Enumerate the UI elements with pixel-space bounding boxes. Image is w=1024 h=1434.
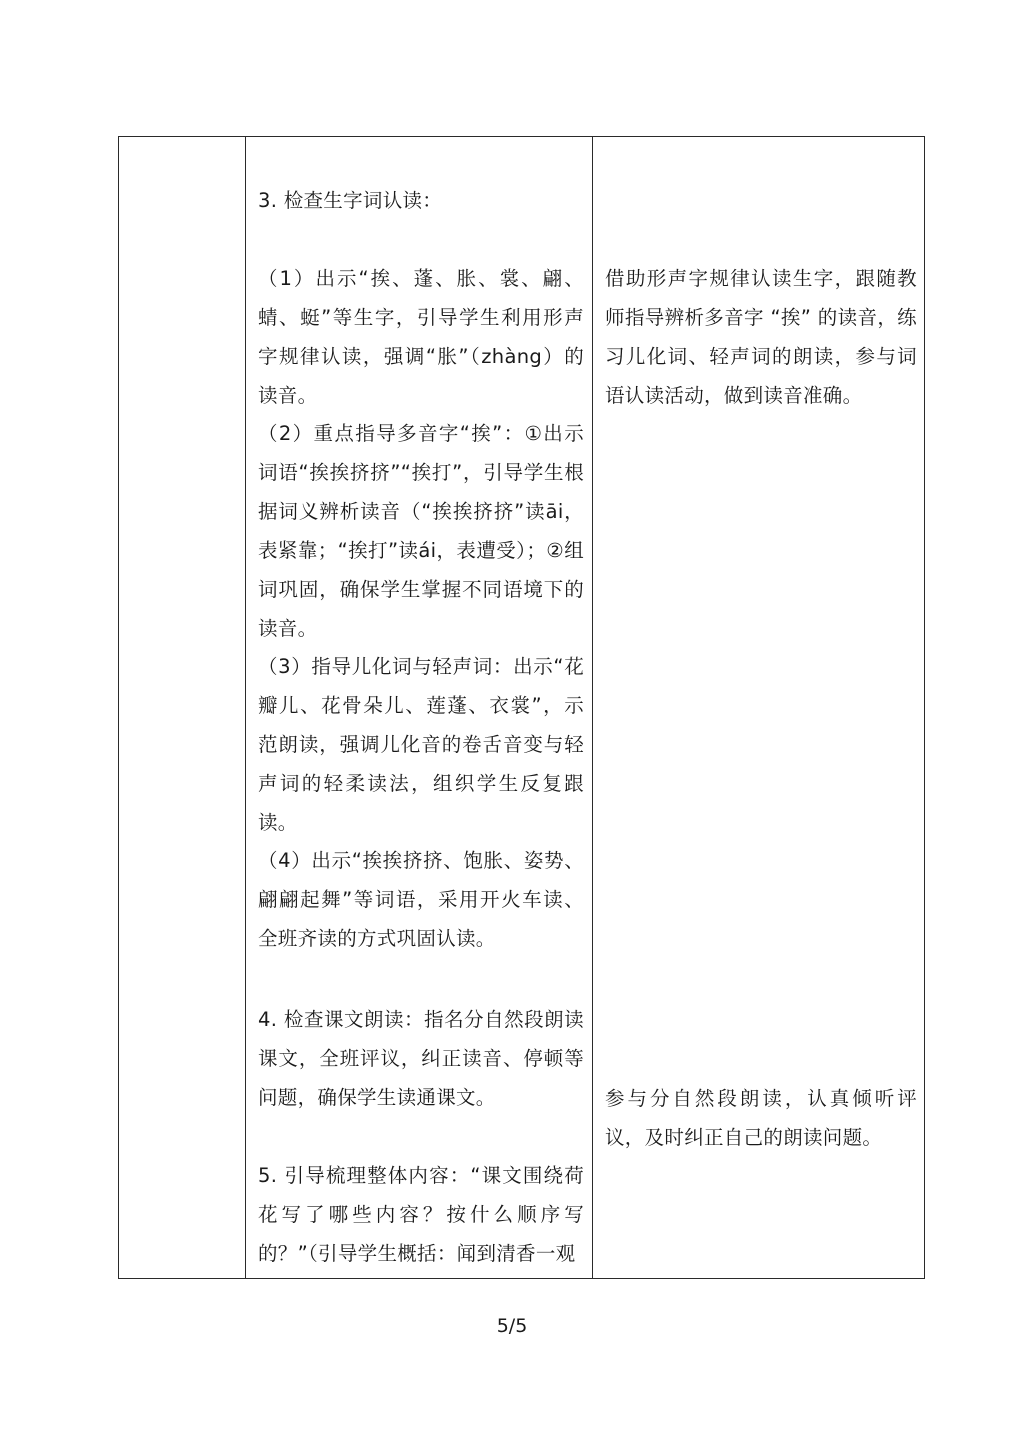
- student-activity-cell: [593, 137, 925, 1279]
- student-activity-1: 借助形声字规律认读生字，跟随教师指导辨析多音字 “挨” 的读音，练习儿化词、轻声词的朗读，参与词语认读活动，做到读音准确。: [605, 267, 917, 407]
- lesson-plan-table: [118, 136, 925, 1279]
- teacher-step-3-item-4: （4）出示“挨挨挤挤、饱胀、姿势、翩翩起舞”等词语，采用开火车读、全班齐读的方式巩固认读。: [258, 849, 584, 950]
- teacher-step-3-item-3: （3）指导儿化词与轻声词：出示“花瓣儿、花骨朵儿、莲蓬、衣裳”，示范朗读，强调儿化音的卷舌音变与轻声词的轻柔读法，组织学生反复跟读。: [258, 655, 584, 834]
- student-activity-2: 参与分自然段朗读，认真倾听评议，及时纠正自己的朗读问题。: [605, 1087, 917, 1149]
- teacher-step-5: 5. 引导梳理整体内容：“课文围绕荷花写了哪些内容？按什么顺序写的？”（引导学生概括：闻到清香一观: [258, 1164, 584, 1265]
- teacher-activity-cell: [246, 137, 593, 1279]
- teacher-step-3-item-2: （2）重点指导多音字“挨”：①出示词语“挨挨挤挤”“挨打”，引导学生根据词义辨析读音（“挨挨挤挤”读āi，表紧靠；“挨打”读ái，表遭受）；②组词巩固，确保学生掌握不同语境下的读音。: [258, 422, 584, 640]
- teacher-step-3-heading: 3. 检查生字词认读：: [258, 189, 443, 212]
- teacher-step-4: 4. 检查课文朗读：指名分自然段朗读课文，全班评议，纠正读音、停顿等问题，确保学生读通课文。: [258, 1008, 584, 1109]
- stage-cell-content: [119, 137, 245, 1278]
- stage-cell: [119, 137, 246, 1279]
- table-row: [119, 137, 925, 1279]
- teacher-step-3-item-1: （1）出示“挨、蓬、胀、裳、翩、蜻、蜓”等生字，引导学生利用形声字规律认读，强调“胀”（zhàng）的读音。: [258, 267, 584, 407]
- page-number: 5/5: [496, 1315, 528, 1337]
